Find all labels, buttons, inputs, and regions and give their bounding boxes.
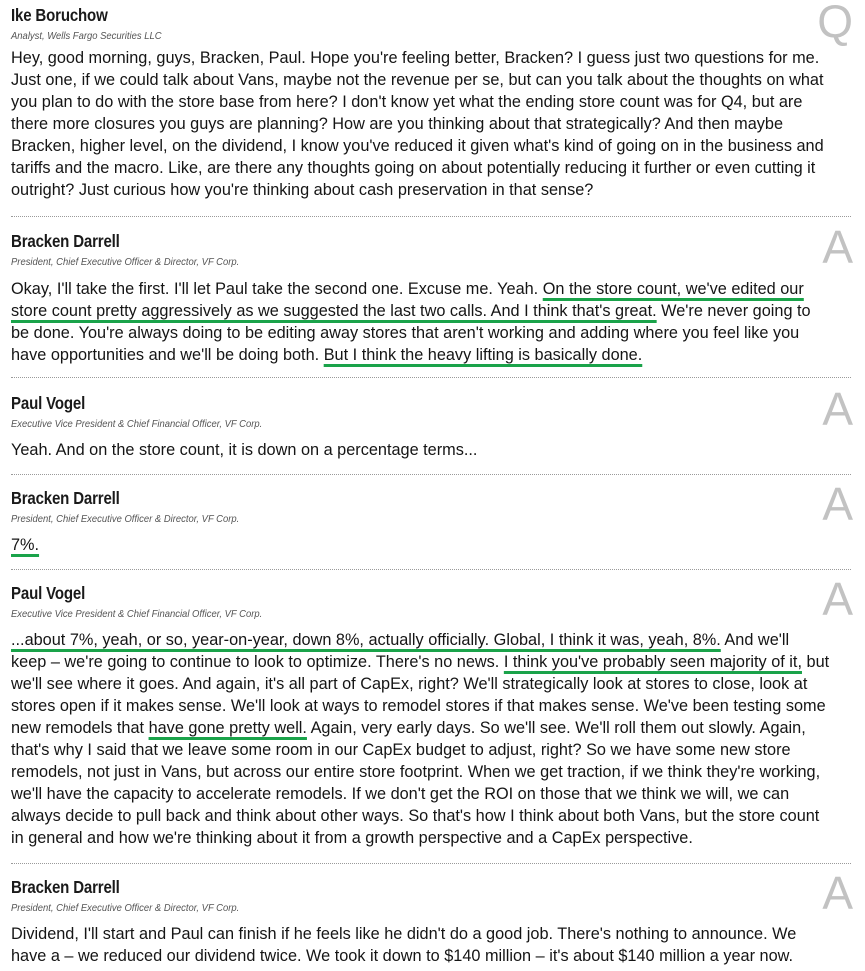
speaker-role: Executive Vice President & Chief Financial Officer, VF Corp.: [11, 418, 263, 430]
text-line: Just one, if we could talk about Vans, maybe not the revenue per se, but can you talk about the thoughts on what: [11, 71, 824, 89]
text-line: outright? Just curious how you're thinking about cash preservation in that sense?: [11, 181, 594, 199]
text-line: have opportunities and we'll be doing both. But I think the heavy lifting is basically done.: [11, 346, 643, 364]
text-line: store count pretty aggressively as we suggested the last two calls. And I think that's great. We're never going to: [11, 302, 811, 320]
text-line: keep – we're going to continue to look to optimize. There's no news. I think you've probably seen majority of it, but: [11, 653, 830, 671]
text-line: Yeah. And on the store count, it is down on a percentage terms...: [11, 441, 478, 459]
speaker-role: Analyst, Wells Fargo Securities LLC: [11, 30, 162, 42]
answer-badge-icon: A: [822, 383, 853, 435]
highlighted-phrase: have gone pretty well.: [148, 719, 307, 737]
speaker-role: Executive Vice President & Chief Financial Officer, VF Corp.: [11, 608, 263, 620]
question-badge-icon: Q: [817, 0, 853, 47]
section-divider: [11, 216, 851, 217]
speaker-role: President, Chief Executive Officer & Director, VF Corp.: [11, 256, 240, 268]
text-line: new remodels that have gone pretty well. Again, very early days. So we'll see. We'll roll them out slowly. Again,: [11, 719, 806, 737]
highlighted-phrase: But I think the heavy lifting is basically done.: [323, 346, 643, 364]
highlighted-phrase: 7%.: [11, 536, 40, 554]
text-line: Okay, I'll take the first. I'll let Paul take the second one. Excuse me. Yeah. On the store count, we've edited our: [11, 280, 804, 298]
answer-badge-icon: A: [822, 867, 853, 919]
highlighted-phrase: On the store count, we've edited our: [542, 280, 804, 298]
speaker-name: Paul Vogel: [11, 393, 86, 413]
speaker-name: Bracken Darrell: [11, 488, 120, 508]
text-line: Dividend, I'll start and Paul can finish if he feels like he didn't do a good job. There's nothing to announce. We: [11, 925, 797, 943]
text-line: stores open if it makes sense. We'll look at ways to remodel stores if that makes sense. We've been testing some: [11, 697, 826, 715]
speaker-name: Ike Boruchow: [11, 5, 108, 25]
section-divider: [11, 474, 851, 475]
speaker-text: [11, 47, 857, 201]
text-line: have a – we reduced our dividend twice. We took it down to $140 million – it's about $140 million a year now.: [11, 947, 794, 965]
answer-badge-icon: A: [822, 573, 853, 625]
text-line: Bracken, higher level, on the dividend, I know you've reduced it given what's kind of going on in the business and: [11, 137, 824, 155]
text-line: in general and how we're thinking about it from a growth perspective and a CapEx perspective.: [11, 829, 693, 847]
speaker-text: [11, 278, 857, 366]
speaker-name: Bracken Darrell: [11, 877, 120, 897]
text-line: there more closures you guys are planning? How are you thinking about that strategically? And then maybe: [11, 115, 784, 133]
text-line: ...about 7%, yeah, or so, year-on-year, down 8%, actually officially. Global, I think it was, yeah, 8%. And we'll: [11, 631, 790, 649]
text-line: tariffs and the macro. Like, are there any thoughts going on about potentially reducing it further or even cutting it: [11, 159, 816, 177]
highlighted-phrase: store count pretty aggressively as we suggested the last two calls. And I think that's great.: [11, 302, 657, 320]
section-divider: [11, 863, 851, 864]
section-divider: [11, 569, 851, 570]
speaker-text: [11, 439, 857, 461]
answer-badge-icon: A: [822, 478, 853, 530]
highlighted-phrase: I think you've probably seen majority of it,: [503, 653, 802, 671]
text-line: Hey, good morning, guys, Bracken, Paul. Hope you're feeling better, Bracken? I guess just two questions for me.: [11, 49, 820, 67]
speaker-text: [11, 923, 857, 967]
speaker-name: Paul Vogel: [11, 583, 86, 603]
speaker-role: President, Chief Executive Officer & Director, VF Corp.: [11, 902, 240, 914]
speaker-text: [11, 534, 857, 556]
speaker-text: [11, 629, 857, 849]
text-line: you plan to do with the store base from here? I don't know yet what the ending store count was for Q4, but are: [11, 93, 803, 111]
text-line: remodels, not just in Vans, but across our entire store footprint. When we get traction, if we think they're working,: [11, 763, 821, 781]
text-line: that's why I said that we leave some room in our CapEx budget to adjust, right? So we have some new store: [11, 741, 791, 759]
answer-badge-icon: A: [822, 221, 853, 273]
text-line: we'll see where it goes. And again, it's all part of CapEx, right? We'll strategically look at stores to close, look at: [11, 675, 808, 693]
text-line: [11, 534, 857, 556]
speaker-role: President, Chief Executive Officer & Director, VF Corp.: [11, 513, 240, 525]
highlighted-phrase: ...about 7%, yeah, or so, year-on-year, down 8%, actually officially. Global, I think it was, yeah, 8%.: [11, 631, 721, 649]
section-divider: [11, 377, 851, 378]
text-line: we'll have the capacity to accelerate remodels. If we don't get the ROI on those that we think we will, we can: [11, 785, 790, 803]
speaker-name: Bracken Darrell: [11, 231, 120, 251]
text-line: be done. You're always doing to be editing away stores that aren't working and adding where you feel like you: [11, 324, 800, 342]
text-line: always decide to pull back and think about other ways. So that's how I think about both Vans, but the store count: [11, 807, 820, 825]
